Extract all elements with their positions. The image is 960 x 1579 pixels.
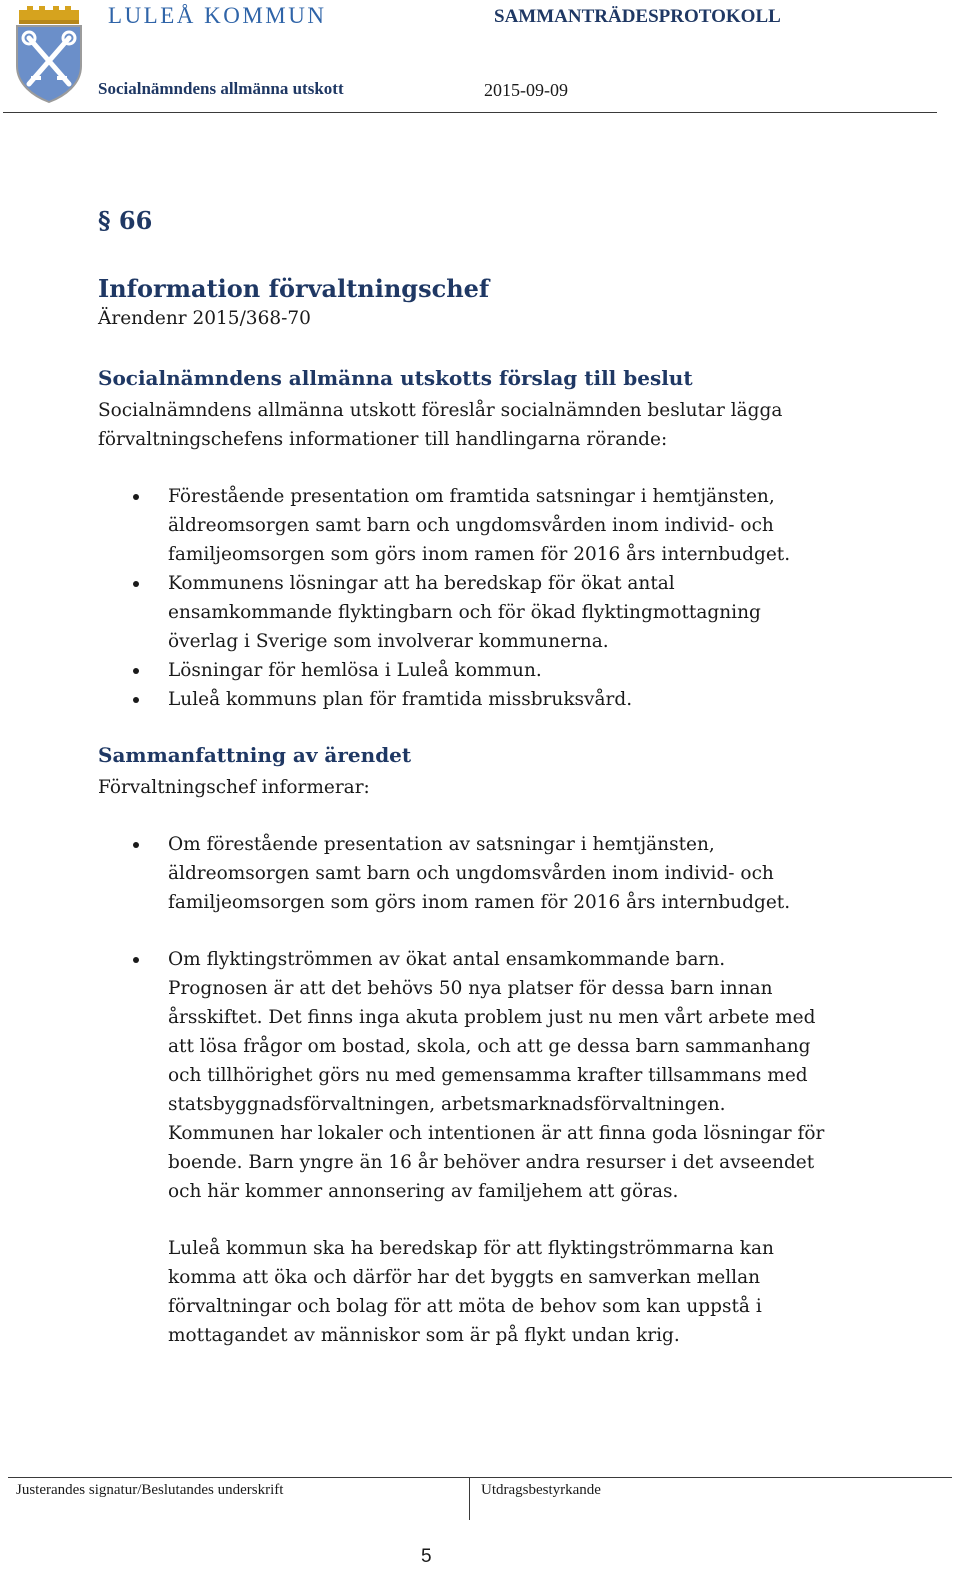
list-item-line: familjeomsorgen som görs inom ramen för 2016 års internbudget.	[168, 892, 791, 913]
paragraph-line: Luleå kommun ska ha beredskap för att flyktingströmmarna kan	[168, 1238, 774, 1259]
proposal-bullet-list	[98, 482, 790, 714]
list-item-line: Om flyktingströmmen av ökat antal ensamkommande barn.	[168, 949, 726, 970]
list-item-line: överlag i Sverige som involverar kommunerna.	[168, 631, 609, 652]
header-divider	[3, 112, 937, 113]
bullet-icon	[133, 957, 139, 963]
paragraph-line: mottagandet av människor som är på flykt undan krig.	[168, 1325, 680, 1346]
list-item-line: och tillhörighet görs nu med gemensamma krafter tillsammans med	[168, 1065, 808, 1086]
list-item-line: och här kommer annonsering av familjehem att göras.	[168, 1181, 679, 1202]
municipality-logo	[13, 4, 85, 104]
list-item	[98, 830, 824, 917]
bullet-icon	[133, 668, 139, 674]
committee-name: Socialnämndens allmänna utskott	[98, 79, 344, 98]
list-item-line: Kommunen har lokaler och intentionen är att finna goda lösningar för	[168, 1123, 825, 1144]
list-item-line: årsskiftet. Det finns inga akuta problem just nu men vårt arbete med	[168, 1007, 816, 1028]
list-item-line: ensamkommande flyktingbarn och för ökad flyktingmottagning	[168, 602, 761, 623]
footer-divider	[8, 1477, 952, 1478]
list-item	[98, 945, 824, 1206]
list-item-line: Förestående presentation om framtida satsningar i hemtjänsten,	[168, 486, 775, 507]
document-type: SAMMANTRÄDESPROTOKOLL	[494, 6, 781, 27]
list-item-line: familjeomsorgen som görs inom ramen för 2016 års internbudget.	[168, 544, 791, 565]
list-item-line: boende. Barn yngre än 16 år behöver andra resurser i det avseendet	[168, 1152, 815, 1173]
proposal-text-line: förvaltningschefens informationer till handlingarna rörande:	[98, 429, 668, 450]
case-number: Ärendenr 2015/368-70	[98, 308, 311, 329]
list-item	[98, 656, 790, 685]
signature-label: Justerandes signatur/Beslutandes underskrift	[16, 1482, 284, 1498]
list-item-line: statsbyggnadsförvaltningen, arbetsmarknadsförvaltningen.	[168, 1094, 726, 1115]
list-item-line: äldreomsorgen samt barn och ungdomsvården inom individ- och	[168, 515, 774, 536]
list-item-line: Om förestående presentation av satsningar i hemtjänsten,	[168, 834, 715, 855]
list-item	[98, 482, 790, 569]
list-spacer	[98, 1206, 824, 1234]
list-item-line: Luleå kommuns plan för framtida missbruksvård.	[168, 689, 633, 710]
list-item-line: äldreomsorgen samt barn och ungdomsvården inom individ- och	[168, 863, 774, 884]
summary-bullet-list	[98, 830, 824, 1350]
list-item-line: Kommunens lösningar att ha beredskap för ökat antal	[168, 573, 675, 594]
list-item	[98, 569, 790, 656]
continuation-paragraph	[98, 1234, 824, 1350]
bullet-icon	[133, 494, 139, 500]
list-item-line: att lösa frågor om bostad, skola, och att ge dessa barn sammanhang	[168, 1036, 811, 1057]
proposal-heading: Socialnämndens allmänna utskotts förslag till beslut	[98, 366, 693, 390]
organization-name: LULEÅ KOMMUN	[108, 3, 327, 28]
bullet-icon	[133, 842, 139, 848]
list-item-line: Lösningar för hemlösa i Luleå kommun.	[168, 660, 542, 681]
extract-certification-label: Utdragsbestyrkande	[481, 1482, 601, 1498]
list-spacer	[98, 917, 824, 945]
list-item	[98, 685, 790, 714]
paragraph-line: komma att öka och därför har det byggts en samverkan mellan	[168, 1267, 761, 1288]
summary-heading: Sammanfattning av ärendet	[98, 743, 412, 767]
list-item-line: Prognosen är att det behövs 50 nya platser för dessa barn innan	[168, 978, 773, 999]
section-title: Information förvaltningschef	[98, 274, 490, 303]
paragraph-number: § 66	[98, 206, 153, 235]
bullet-icon	[133, 581, 139, 587]
bullet-icon	[133, 697, 139, 703]
footer-column-divider	[469, 1478, 470, 1520]
meeting-date: 2015-09-09	[484, 80, 568, 100]
page-number: 5	[421, 1546, 432, 1567]
paragraph-line: förvaltningar och bolag för att möta de behov som kan uppstå i	[168, 1296, 762, 1317]
summary-intro: Förvaltningschef informerar:	[98, 777, 370, 798]
proposal-text-line: Socialnämndens allmänna utskott föreslår socialnämnden beslutar lägga	[98, 400, 783, 421]
